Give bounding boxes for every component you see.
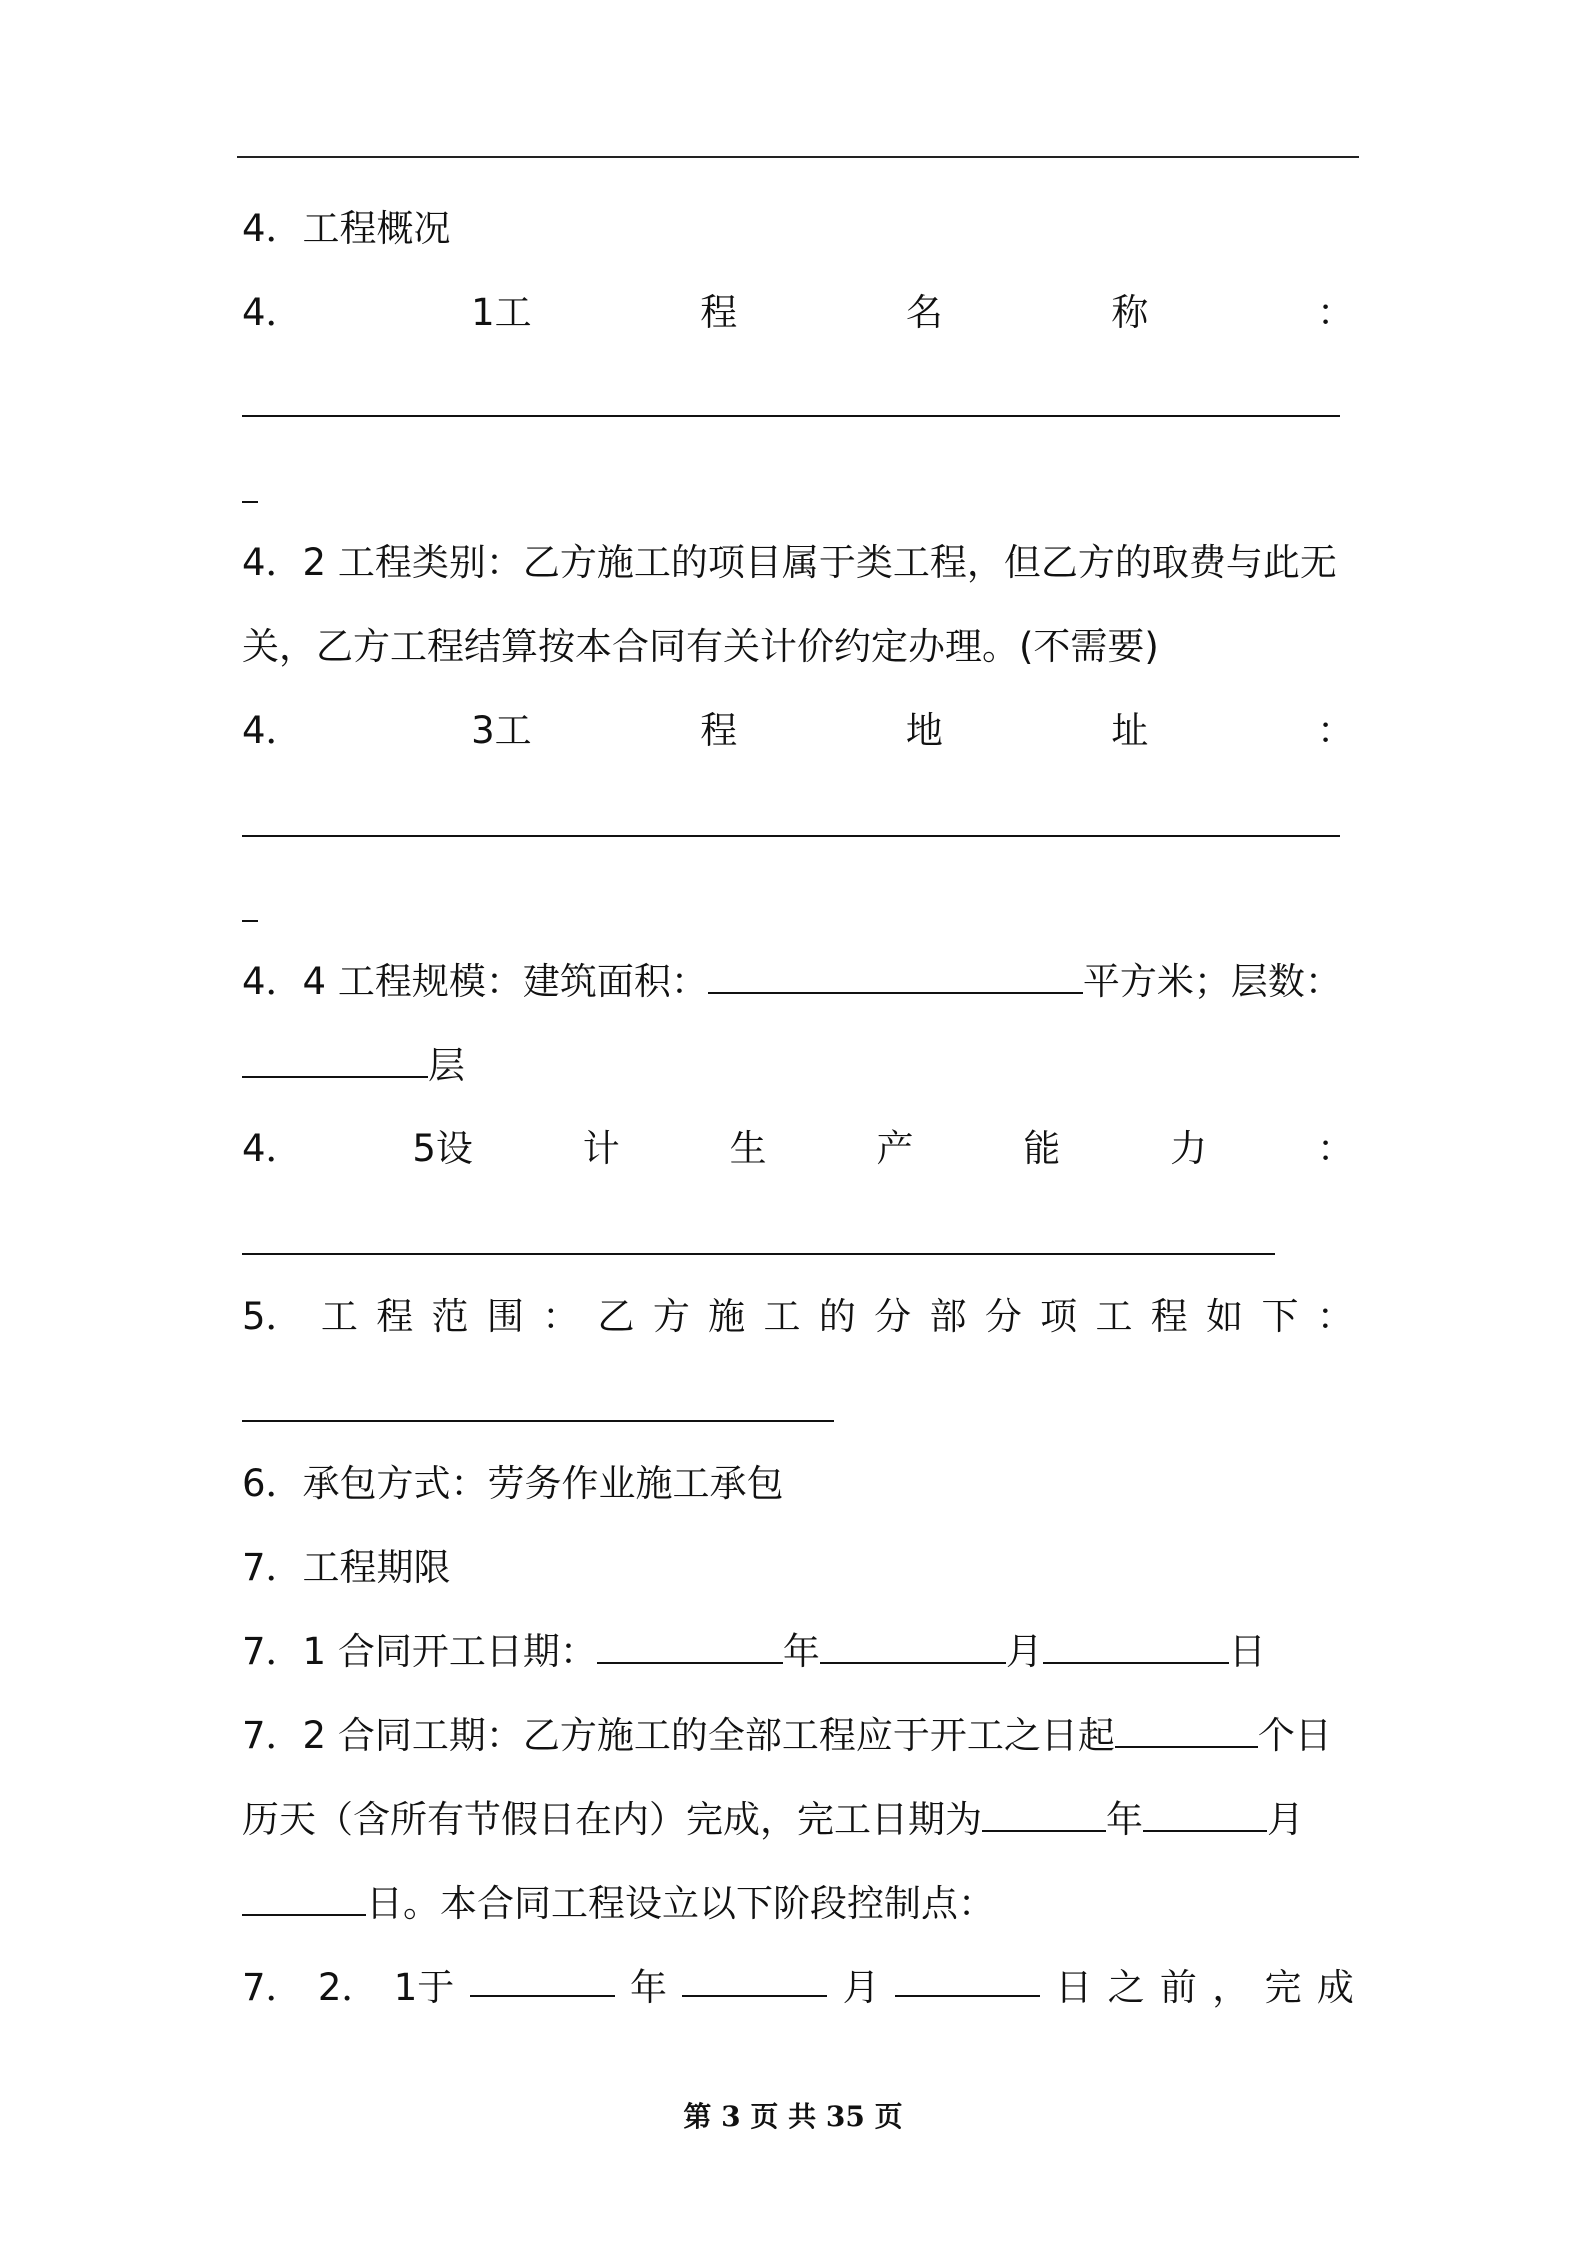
end-day-blank[interactable] bbox=[242, 1882, 366, 1916]
duration-days-blank[interactable] bbox=[1115, 1714, 1258, 1748]
start-year-blank[interactable] bbox=[597, 1630, 783, 1664]
section-7-title: 7．工程期限 bbox=[242, 1546, 451, 1589]
project-name-fill-line bbox=[242, 415, 1340, 417]
end-month-blank[interactable] bbox=[1143, 1798, 1267, 1832]
floors-blank[interactable] bbox=[242, 1044, 428, 1078]
section-5-scope: 5． 工 程 范 围 ： 乙 方 施 工 的 分 部 分 项 工 程 如 下 ： bbox=[242, 1295, 1354, 1338]
section-6-contract-mode: 6．承包方式：劳务作业施工承包 bbox=[242, 1462, 784, 1505]
section-7-2-line-3: 日。本合同工程设立以下阶段控制点： bbox=[242, 1879, 1354, 1929]
section-4-title: 4．工程概况 bbox=[242, 207, 451, 250]
section-4-2-line-1: 4．2 工程类别：乙方施工的项目属于类工程，但乙方的取费与此无 bbox=[242, 541, 1337, 584]
design-capacity-fill-line bbox=[242, 1253, 1275, 1255]
section-4-3-project-address: 4． 3工 程 地 址 ： bbox=[242, 709, 1354, 752]
start-day-blank[interactable] bbox=[1043, 1630, 1229, 1664]
section-4-4-project-scale: 4．4 工程规模：建筑面积： 平方米；层数： bbox=[242, 960, 1342, 1003]
milestone-day-blank[interactable] bbox=[895, 1963, 1040, 1997]
section-7-2-line-1: 7．2 合同工期：乙方施工的全部工程应于开工之日起 个日 bbox=[242, 1714, 1332, 1757]
section-7-1-start-date: 7．1 合同开工日期： 年 月 日 bbox=[242, 1630, 1266, 1673]
scope-fill-line bbox=[242, 1420, 834, 1422]
section-4-4-floors: 层 bbox=[242, 1041, 1354, 1091]
end-year-blank[interactable] bbox=[982, 1798, 1106, 1832]
section-4-5-design-capacity: 4． 5设 计 生 产 能 力 ： bbox=[242, 1127, 1354, 1170]
project-address-fill-line-end bbox=[242, 920, 258, 922]
project-name-fill-line-end bbox=[242, 501, 258, 503]
section-7-2-line-2: 历天（含所有节假日在内）完成，完工日期为 年 月 bbox=[242, 1798, 1304, 1841]
start-month-blank[interactable] bbox=[820, 1630, 1006, 1664]
section-7-2-1-milestone: 7． 2． 1于 年 月 日 之 前 ， 完 成 bbox=[242, 1963, 1354, 2013]
milestone-month-blank[interactable] bbox=[682, 1963, 827, 1997]
header-rule bbox=[237, 156, 1359, 158]
milestone-year-blank[interactable] bbox=[470, 1963, 615, 1997]
section-4-1-project-name: 4． 1工 程 名 称 ： bbox=[242, 291, 1354, 334]
section-4-2-line-2: 关，乙方工程结算按本合同有关计价约定办理。(不需要) bbox=[242, 625, 1159, 668]
page-number-footer: 第 3 页 共 35 页 bbox=[683, 2100, 903, 2133]
area-blank[interactable] bbox=[708, 960, 1083, 994]
project-address-fill-line bbox=[242, 835, 1340, 837]
